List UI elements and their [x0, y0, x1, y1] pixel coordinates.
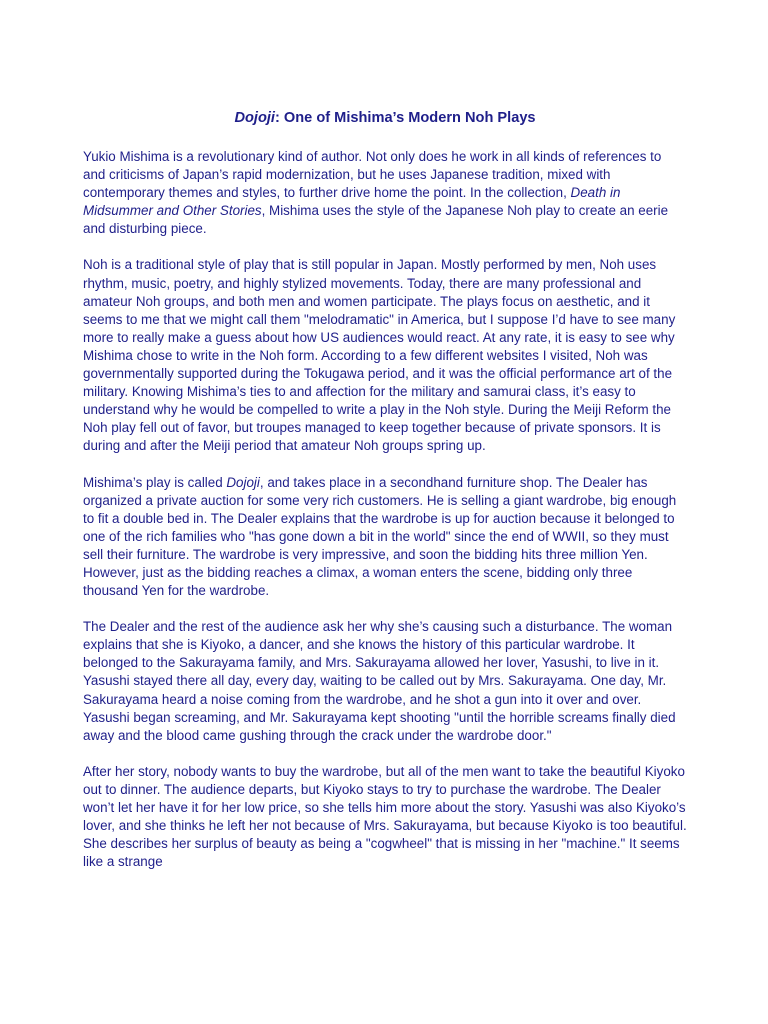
- paragraph: [83, 618, 687, 745]
- italic-text-run: Dojoji: [226, 474, 260, 490]
- paragraph: [83, 256, 687, 455]
- title-rest-part: : One of Mishima’s Modern Noh Plays: [274, 110, 536, 126]
- paragraph: [83, 474, 687, 601]
- text-run: , Mishima uses the style of the Japanese Noh play to create an eerie and disturbing piece.: [83, 203, 669, 237]
- title-italic-part: Dojoji: [234, 110, 275, 126]
- document-body: [83, 148, 687, 871]
- text-run: Yukio Mishima is a revolutionary kind of author. Not only does he work in all kinds of references to and criticisms of Japan’s rapid modernization, but he uses Japanese tradition, mixed with contemporary themes and styles, to further drive home the point. In the collection,: [83, 149, 662, 201]
- text-run: The Dealer and the rest of the audience ask her why she’s causing such a disturbance. The woman explains that she is Kiyoko, a dancer, and she knows the history of this particular wardrobe. It belonged to the Sakurayama family, and Mrs. Sakurayama allowed her lover, Yasushi, to live in it. Yasushi stayed there all day, every day, waiting to be called out by Mrs. Sakurayama. One day, Mr. Sakurayama heard a noise coming from the wardrobe, and he shot a gun into it over and over. Yasushi began screaming, and Mr. Sakurayama kept shooting "until the horrible screams finally died away and the blood came gushing through the crack under the wardrobe door.": [83, 619, 676, 743]
- paragraph: [83, 763, 687, 872]
- text-run: After her story, nobody wants to buy the wardrobe, but all of the men want to take the beautiful Kiyoko out to dinner. The audience departs, but Kiyoko stays to try to purchase the wardrobe. The Dealer won’t let her have it for her low price, so she tells him more about the story. Yasushi was also Kiyoko’s lover, and she thinks he left her not because of Mrs. Sakurayama, but because Kiyoko is too beautiful. She describes her surplus of beauty as being a "cogwheel" that is missing in her "machine." It seems like a strange: [83, 763, 687, 870]
- paragraph: [83, 148, 687, 238]
- text-run: Mishima’s play is called: [83, 474, 227, 490]
- document-title: [83, 108, 687, 128]
- text-run: Noh is a traditional style of play that is still popular in Japan. Mostly performed by men, Noh uses rhythm, music, poetry, and highly stylized movements. Today, there are many professional and amateur Noh groups, and both men and women participate. The plays focus on aesthetic, and it seems to me that we might call them "melodramatic" in America, but I suppose I’d have to see many more to really make a guess about how US audiences would react. At any rate, it is easy to see why Mishima chose to write in the Noh form. According to a few different websites I visited, Noh was governmentally supported during the Tokugawa period, and it was the official performance art of the military. Knowing Mishima’s ties to and affection for the military and samurai class, it’s easy to understand why he would be compelled to write a play in the Noh style. During the Meiji Reform the Noh play fell out of favor, but troupes managed to keep together because of private sponsors. It is during and after the Meiji period that amateur Noh groups spring up.: [83, 257, 676, 454]
- document-page: [83, 108, 687, 871]
- text-run: , and takes place in a secondhand furniture shop. The Dealer has organized a private auction for some very rich customers. He is selling a giant wardrobe, big enough to fit a double bed in. The Dealer explains that the wardrobe is up for auction because it belonged to one of the rich families who "has gone down a bit in the world" since the end of WWII, so they must sell their furniture. The wardrobe is very impressive, and soon the bidding hits three million Yen. However, just as the bidding reaches a climax, a woman enters the scene, bidding only three thousand Yen for the wardrobe.: [83, 474, 677, 599]
- italic-text-run: Death in Midsummer and Other Stories: [83, 185, 621, 219]
